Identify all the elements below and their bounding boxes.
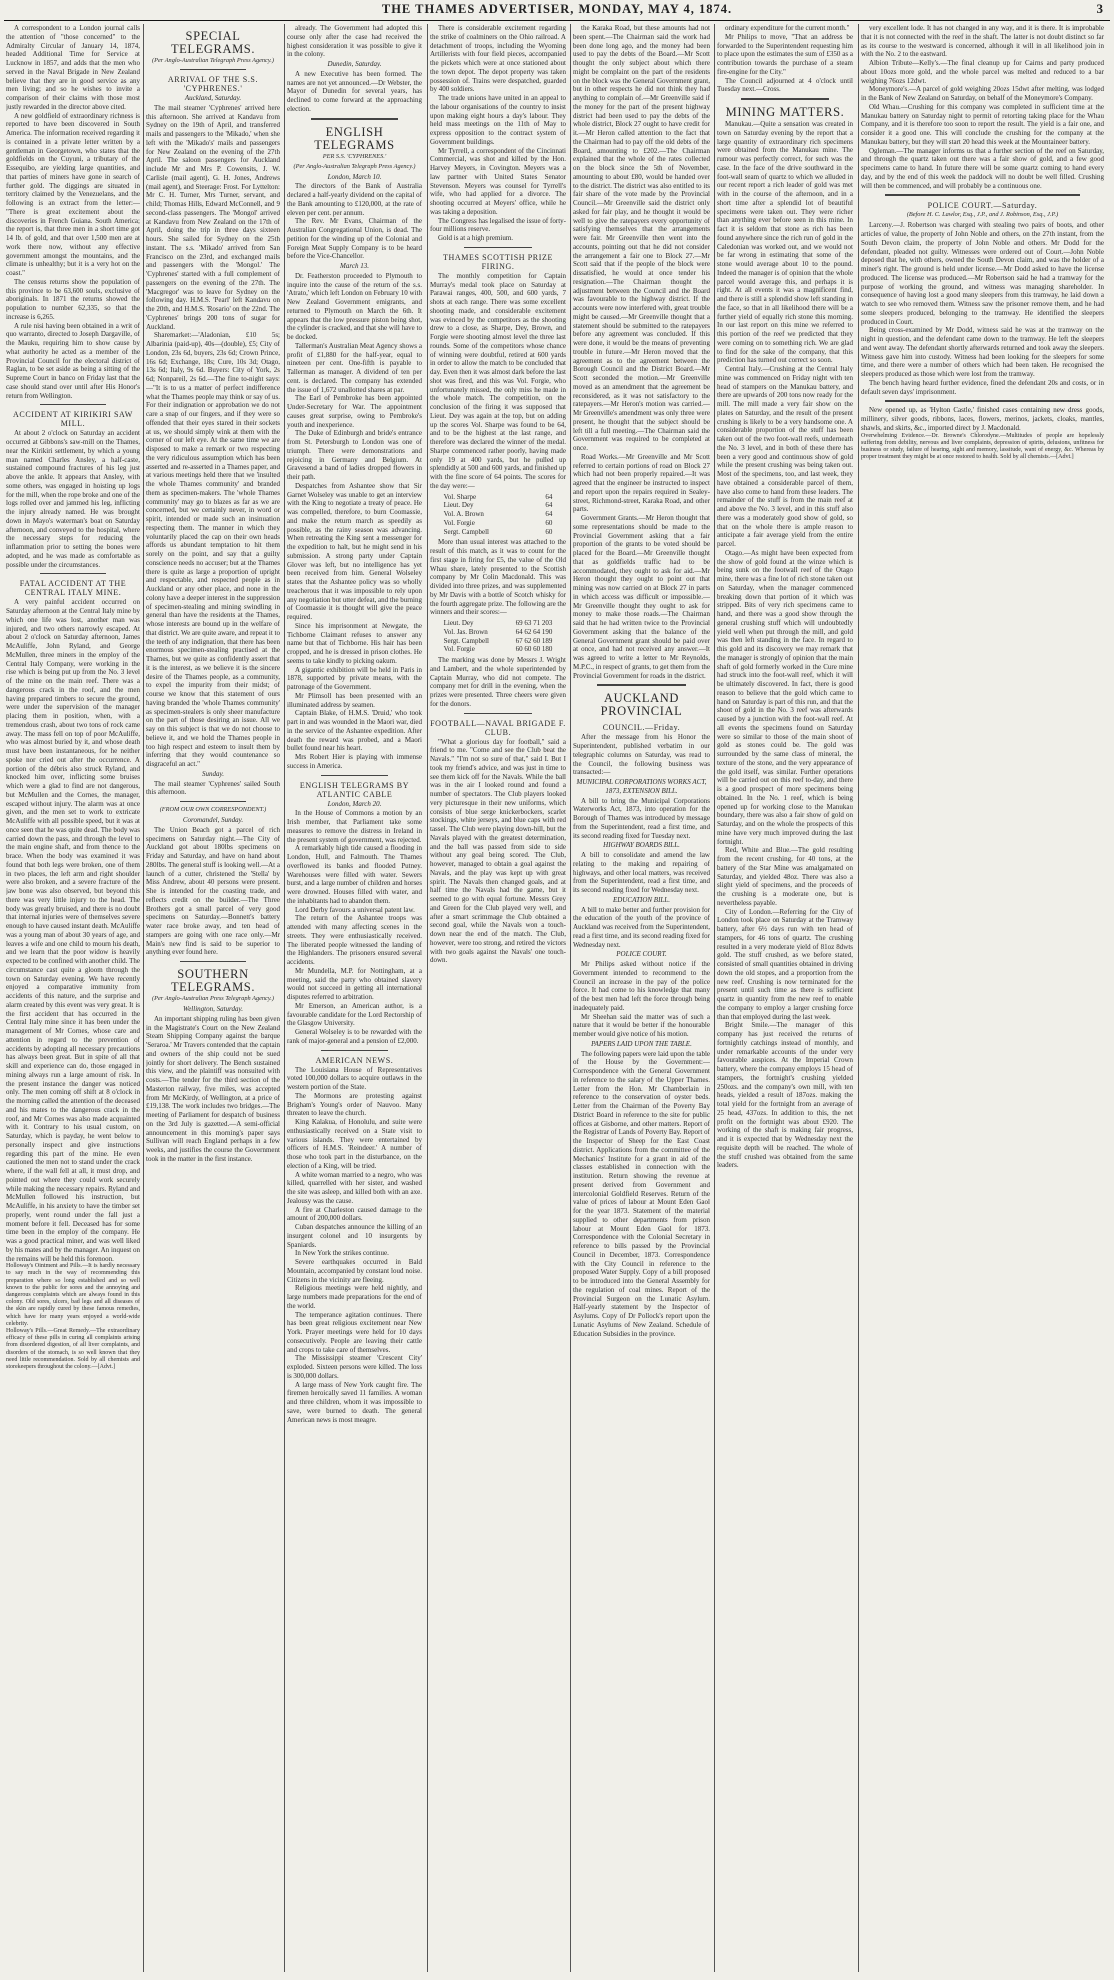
table-cell: Vol. A. Brown xyxy=(443,510,484,518)
article-paragraph: Manukau.—Quite a sensation was created in town on Saturday evening by the report that a large quantity of extraordinary rich specimens were obtained from the Manukau mine. The rumour was perfectly correct, for such was the case. In the face of the drive southward in the foot-wall seam of quartz to which we alluded in our recent report a rich leader of gold was met with in the course of the afternoon, and in a short time after a splendid lot of beautiful specimens were taken out. They were richer than anything ever before seen in this mine. In fact it is seldom that stone as rich has been found anywhere since the rich run of gold in the Caledonian was worked out, and we would not be far wrong in estimating that some of the stone would average about 10 to the pound. Indeed the manager is of opinion that the whole parcel would average this, and perhaps it is right. At all events it was a magnificent find, and there is still a splendid show left standing in the face, so that in all likelihood there will be a further yield of equally rich stone this morning. In our last report on this mine we referred to this portion of the reef we predicted that they were coming on to something rich. We are glad to find for the sake of the company, that this prediction has turned out correct so soon. xyxy=(717,120,853,365)
byline: (FROM OUR OWN CORRESPONDENT.) xyxy=(159,806,267,813)
advertisement-text: Overwhelming Evidence.—Dr. Browne's Chlorodyne.—Multitudes of people are hopelessly suffering from debility, nervous and liver complaints, depression of spirits, delusions, unfitness for business or study, failure of hearing, sight and memory, lassitude, want of energy, &c. Whereas by proper treatment they might be at once restored to health. Sold by all chemists.—[Advt.] xyxy=(861,432,1104,461)
article-paragraph: A new goldfield of extraordinary richness is reported to have been discovered in South America. The information received regarding it is contained in a private letter written by a gentleman in Georgetown, who states that the goldfields on the Cuyuni, a tributary of the Essequibo, are yielding large quantities, and that parties of miners have gone in search of further gold. The diggings are situated in territory claimed by the Venezuelans, and the following is an extract from the letter:— "There is great excitement about the discoveries in French Guiana. South America; the report is, that three men in a short time got 14 lb. of gold, and that over 1,500 men are at work there now, without any effective government amongst the mountains, and the climate is unhealthy; but it is a very hot on the coast." xyxy=(6,111,140,277)
article-paragraph: Severe earthquakes occurred in Bald Mountain, accompanied by constant loud noise. Citizens in the vicinity are fleeing. xyxy=(287,1258,422,1284)
section-heading: MINING MATTERS. xyxy=(725,105,845,119)
column-separator xyxy=(180,69,246,70)
article-paragraph: Gold is at a high premium. xyxy=(438,234,514,242)
article-paragraph: In New York the strikes continue. xyxy=(295,1249,389,1258)
column-rule xyxy=(427,24,428,1972)
table-row xyxy=(444,519,553,528)
table-cell: 64 xyxy=(545,492,553,501)
dateline: PAPERS LAID UPON THE TABLE. xyxy=(591,1039,692,1048)
article-heading: ACCIDENT AT KIRIKIRI SAW MILL. xyxy=(13,410,133,429)
section-divider xyxy=(885,400,1080,402)
table-row xyxy=(444,645,553,654)
dateline: Dunedin, Saturday. xyxy=(327,60,382,68)
column-5 xyxy=(573,24,710,1972)
article-paragraph: A very painful accident occurred on Saturday afternoon at the Central Italy mine by which one life was lost, another man was injured, and two others narrowly escaped. At about 2 o'clock on Saturday afternoon, James McAuliffe, John Ryland, and George McMullen, three miners in the employ of the Central Italy Company, were working in the rise which is being put up from the No. 3 level of the mine on the main reef. There was a dangerous crack in the roof, and the men having prepared timbers to secure the ground, were under the supervision of the manager placing them in position, when, with a tremendous crash, about two tons of rock came away. The mass fell on top of poor McAuliffe, who was almost buried by it, and whose death must have been instantaneous, for he neither spoke nor cried out after the occurrence. A portion of the débris also struck Ryland, and knocked him over, inflicting some bruises which were a glad to find are not dangerous, but McMullen and the Cornes, the manager, escaped without injury. The alarm was at once given, and the men set to work to extricate McAuliffe with all possible speed, but it was at once seen that he was quite dead. The body was carried down the pass, and through the level to the main engine shaft, and from thence to the brace. When the body was examined it was found that both legs were broken, one of them in two places, the left arm and right shoulder were also broken, and a severe fracture of the jaw bone was also observed, but beyond this there was very little injury to the head. The body was greatly bruised, and there is no doubt that internal injuries were of themselves severe enough to have caused instant death. McAuliffe was a young man of about 30 years of age, and leaves a wife and one child to mourn his death, and we learn that the poor widow is heavily expected to be confined with another child. The circumstance cast quite a gloom through the town on Saturday evening. We have recently enjoyed a comparative immunity from accidents of this nature, and the surprise and alarm created by this event was very great. It is the first accident that has occurred in the Central Italy mine since it has been under the management of Mr Cornes, whose care and attention in regard to the prevention of accidents by adopting all necessary precautions has always been great. But in spite of all that skill and experience can do, those engaged in mining always run a large amount of risk. In the present instance the danger was noticed only. The men coming off shift at 8 o'clock in the morning called the attention of the deceased and his mates to the dangerous crack in the roof, and Mr Cornes was also made acquainted with it. Contrary to his usual custom, on Saturday, which is payday, he went below to personally inspect and give instructions regarding this part of the mine. He even cautioned the men not to stand under the crack where, if the wall fell at all, it must drop, and pointed out where they could work securely while making the necessary repairs. Ryland and McMullen followed his instruction, but McAuliffe, in his anxiety to have the timber set properly, went round under the fall just a moment before it fell. Deceased has for some time been in the employ of the company. He was a good practical miner, and was well liked by his mates and by the manager. An inquest on the remains will be held this forenoon. xyxy=(6,598,140,1263)
byline: PER S.S. 'CYPHRENES.' xyxy=(322,152,387,160)
article-paragraph: Mr Mundella, M.P. for Nottingham, at a meeting, said the party who obtained slavery would not succeed in getting all international disputes referred to arbitration. xyxy=(287,966,422,1001)
table-row xyxy=(444,528,553,537)
article-paragraph: New opened up, as 'Hylton Castle,' finished cases containing new dress goods, millinery, silver goods, ribbons, laces, flowers, merinos, jackets, cloaks, mantles, shawls, and skirts, &c., imported direct by J. Macdonald. xyxy=(861,406,1104,432)
table-cell: 60 60 60 180 xyxy=(515,645,553,654)
column-separator xyxy=(180,801,246,802)
article-heading: POLICE COURT.—Saturday. xyxy=(927,201,1038,211)
dateline: Auckland, Saturday. xyxy=(184,94,242,102)
table-cell: 69 63 71 203 xyxy=(515,619,553,627)
column-separator xyxy=(180,961,246,962)
table-row xyxy=(444,628,553,637)
article-paragraph: The Mormons are protesting against Brigham's Young's order of Nauvoo. Many threaten to leave the church. xyxy=(287,1091,422,1118)
scores-table xyxy=(444,493,553,537)
article-paragraph: A remarkably high tide caused a flooding in London, Hull, and Falmouth. The Thames overflowed its banks and flooded Putney. Warehouses were filled with water. Sewers burst, and a large number of children and horses were drowned. Houses filled with water, and the inhabitants had to abandon them. xyxy=(287,844,422,905)
article-paragraph: the Karaka Road, but these amounts had not been spent.—The Chairman said the work had been done long ago, and the money had been used to pay the debts of the Board.—Mr Scott thought the only subject about which there might be complaint on the part of the residents on the block was the General Government grant, but in other respects he did not think they had anything to complain of.—Mr Greenville said if the money for the part of the present highway district had been used to pay the debts of the whole district, Block 27 ought to have credit for it.—Mr Heron called attention to the fact that the Chairman had to pay off the old debts of the Board, amounting to £202.—The Chairman explained that the whole of the rates collected on the block since the 5th of November, amounting to about £80, would be handed over to the district. The district was also entitled to its fair share of the vote made by the Provincial Council.—Mr Greenville said the district only asked for fair play, and he thought it would be well to give the ratepayers every opportunity of satisfying themselves that the arrangements were fair. Mr Greenville then went into the accounts, pointing out that he did not consider the arrangement a fair one to Block 27.—Mr Scott said that if the people of the block were dissatisfied, he would at once tender his resignation.—The Chairman thought the adjustment between the Council and the Board was favourable to the highway district. If the accounts were now interfered with, great trouble might be caused.—Mr Greenville thought that a statement should be submitted to the ratepayers before any agreement was concluded. If this were done, it would be the means of preventing trouble in future.—Mr Heron moved that the agreement as to the agreement between the Borough Council and the District Board.—Mr Scott seconded the motion.—Mr Greenville moved as an amendment that the agreement be reconsidered, as it was not satisfactory to the ratepayers.—Mr Heron's motion was carried.—Mr Greenville's amendment was only three were present, he thought that the subject should be left till a full meeting.—The Chairman said the Government was required to be completed at once. xyxy=(573,24,710,452)
article-paragraph: ordinary expenditure for the current month." xyxy=(725,24,850,32)
article-paragraph: Old Whau.—Crushing for this company was completed in sufficient time at the Manukau battery on Saturday night to permit of retorting taking place for the Whau Company, and it is therefore too soon to report the result. The yield is a fair one, and consider it a good one. This will conclude the crushing for the company at the Manukau battery, but they will start 20 head this week at the Mountaineer battery. xyxy=(861,102,1104,146)
article-paragraph: Mr Philips to move, "That an address be forwarded to the Superintendent requesting him to place upon the estimates the sum of £350 as a contribution towards the purchase of a steam fire-engine for the City." xyxy=(717,32,853,76)
column-7 xyxy=(861,24,1104,1972)
article-paragraph: After the message from his Honor the Superintendent, published verbatim in our telegraphic columns on Saturday, was read to the Council, the following business was transacted:— xyxy=(573,733,710,777)
article-paragraph: The Council adjourned at 4 o'clock until Tuesday next.—Cross. xyxy=(717,76,853,94)
column-separator xyxy=(464,247,532,248)
column-separator xyxy=(321,1050,388,1051)
column-rule xyxy=(570,24,571,1972)
column-rule xyxy=(143,24,144,1972)
table-cell: Lieut. Dey xyxy=(443,501,474,510)
article-paragraph: A bill to bring the Municipal Corporations Waterworks Act, 1873, into operation for the Borough of Thames was introduced by message from the Superintendent, read a first time, and its second reading fixed for Tuesday next. xyxy=(573,796,710,840)
section-heading: SOUTHERN TELEGRAMS. xyxy=(170,967,256,994)
article-paragraph: The marking was done by Messrs J. Wright and Lambert, and the whole superintended by Captain Murray, who did not compete. The company met for drill in the evening, when the prizes were presented. Three cheers were given for the donors. xyxy=(430,656,566,708)
article-paragraph: Despatches from Ashantee show that Sir Garnet Wolseley was unable to get an interview with the King to negotiate a treaty of peace. He was compelled, therefore, to burn Coomassie, and make the return march as speedily as possible, as the rainy season was advancing. When retreating the King sent a messenger for the expedition to halt, but he might send in his submission. A strong party under Captain Glover was left, but no intelligence has yet been received from him. General Wolseley states that the Ashantee policy was so wholly treacherous that it was impossible to rely upon any negotiation but utter defeat, and the burning of Coomassie it is thought will give the peace required. xyxy=(287,481,422,621)
table-cell: Vol. Forgie xyxy=(443,645,475,654)
article-paragraph: Central Italy.—Crushing at the Central Italy mine was commenced on Friday night with ten head of stampers on the Manukau battery, and there are upwards of 200 tons now ready for the mill. The mill made a very fair show on the plates on Saturday, and the result of the present crushing is likely to be a very handsome one. A considerable proportion of the stuff has been taken out of the two foot-wall reefs, underneath the No. 3 level, and in both of these there has been a very good and continuous show of gold while the present crushing was being taken out. Most of the specimens, too, and last week, they have obtained a considerable parcel of them, have also come to hand from these leaders. The remainder of the stuff is from the main reef at and above the No. 3 level, and in this stuff also there was a moderately good show of gold, so that on the whole there is ample reason to anticipate a fair average yield from the entire parcel. xyxy=(717,365,853,548)
section-divider xyxy=(311,118,398,120)
article-paragraph: A gigantic exhibition will be held in Paris in 1878, supported by private means, with the patronage of the Government. xyxy=(287,665,422,691)
article-paragraph: A new Executive has been formed. The names are not yet announced.—Dr Webster, the Mayor of Dunedin for several years, has declined to come forward at the approaching election. xyxy=(287,69,422,113)
article-paragraph: already. The Government had adopted this course only after the case had received the highest consideration it was possible to give it in the colony. xyxy=(287,24,422,59)
article-paragraph: The bench having heard further evidence, fined the defendant 20s and costs, or in default seven days' imprisonment. xyxy=(861,378,1104,396)
table-row xyxy=(444,493,553,502)
dateline: Wellington, Saturday. xyxy=(183,1005,243,1013)
article-paragraph: Mrs Robert Hier is playing with immense success in America. xyxy=(287,753,422,770)
article-paragraph: City of London.—Referring for the City of London took place on Saturday at the Tramway battery, after 6½ days run with ten head of stampers, for 46 tons of quartz. The crushing resulted in a very moderate yield of 81oz 8dwts gold. The stuff crushed, as we before stated, consisted of small quantities obtained in driving down the old stopes, and a proportion from the new reef. Crushing is now terminated for the present until such time as there is sufficient quartz in quantity from the new reef to enable the company to employ a larger crushing force than that employed during the last week. xyxy=(717,907,853,1021)
article-paragraph: Government Grants.—Mr Heron thought that some representations should be made to the Provincial Government asking that a fair proportion of the grants to be voted should be placed for the Board.—Mr Greenville thought that as goldfields traffic had to be accommodated, they ought to ask for aid.—Mr Heron thought they ought to point out that mining was now carried on at Block 27 in parts in which access was difficult or impossible.—Mr Greenville thought they ought to ask for money to make those roads.—The Chairman said that he had written twice to the Provincial Government asking that the balance of the General Government grant should be paid over at once, and had not received any answer.—It was agreed to write a letter to Mr Reynolds, M.P.C., in respect of grants, to get them from the Provincial Government for roads in the district. xyxy=(573,514,710,680)
column-separator xyxy=(40,573,106,574)
article-paragraph: Otago.—As might have been expected from the show of gold found at the winze which is being sunk on the footwall reef of the Otago mine, there was a fine lot of rich stone taken out on Saturday, when the manager commenced breaking down that portion of it which was stripped. Bits of very rich specimens came to hand, and there was a good show through the general crushing stuff which will undoubtedly yield well when put through the mill, and gold was then left standing in the face. In regard to this gold and its discovery we may remark that the manager is strongly of opinion that the main shaft of gold formerly worked in the Cure mine had struck into the foot-wall reef, which it will be ultimately discovered. In fact, there is good reason to believe that the gold which came to hand on Saturday is part of this run, and that the shoot of gold in the No. 3 reef was afterwards caused by a junction with the foot-wall reef. At all events the specimens found on Saturday were so similar to those of the main shoot of gold as stones could be. The gold was surrounded by the same class of mineral, the texture of the stone, and the very appearance of the gold itself, was similar. Further operations will be carried out on this reef to-day, and there is a good prospect of more specimens being obtained. In the No. 1 reef, which is being opened up for working close to the Manukau boundary, there was also a fair show of gold on Saturday, and on the whole the prospects of this mine have very much improved during the last fortnight. xyxy=(717,548,853,846)
article-paragraph: The Union Beach got a parcel of rich specimens on Saturday night.—The City of Auckland got about 180lbs specimens on Friday and Saturday, and have on hand about 280lbs. The general stuff is looking well.—At a launch of a cutter, christened the 'Stella' by Miss Andrew, about 40 persons were present. She is intended for the coasting trade, and reflects credit on the builder.—The Three Brothers got a small parcel of very good specimens on Saturday.—Bonnett's battery water race broke away, and ten head of stampers are going with one race only.—Mr Main's new find is said to be superior to anything ever found here. xyxy=(146,825,280,957)
table-cell: 64 62 64 190 xyxy=(515,627,553,636)
dateline: Coromandel, Sunday. xyxy=(182,816,244,824)
section-heading: ENGLISH TELEGRAMS xyxy=(314,124,395,152)
article-paragraph: A bill to consolidate and amend the law relating to the making and repairing of highways, and other local matters, was received from the Superintendent, read a first time, and its second reading fixed for Wednesday next. xyxy=(573,851,710,894)
section-divider xyxy=(741,98,829,100)
masthead-rule xyxy=(4,20,1110,21)
article-paragraph: The Rev. Mr Evans, Chairman of the Australian Congregational Union, is dead. The petition for the winding up of the Colonial and Foreign Meat Supply Company is to be heard before the Vice-Chancellor. xyxy=(287,217,422,261)
article-heading: AMERICAN NEWS. xyxy=(315,1055,394,1065)
article-paragraph: Since his imprisonment at Newgate, the Tichborne Claimant refuses to answer any name but that of Tichborne. His hair has been cropped, and he is dressed in prison clothes. He seems to take kindly to picking oakum. xyxy=(287,621,422,665)
article-paragraph: Road Works.—Mr Greenville and Mr Scott referred to certain portions of road on Block 27 which had not been properly repaired.—It was agreed that the engineer be instructed to inspect and report upon the repairs required in Sealey-street, Richmond-street, Karaka Road, and other parts. xyxy=(573,452,710,514)
article-paragraph: The return of the Ashantee troops was attended with many affecting scenes in the streets. They were enthusiastically received. The liberated people witnessed the landing of the Highlanders. The prisoners ensured several accidents. xyxy=(287,914,422,966)
article-paragraph: Mr Philips asked without notice if the Government intended to recommend to the Council an increase in the pay of the police force. It had come to his knowledge that many of the best men had left the force through being inadequately paid. xyxy=(573,960,710,1012)
dateline: Sunday. xyxy=(202,769,224,778)
table-row xyxy=(444,501,553,510)
article-paragraph: King Kalakua, of Honolulu, and suite were enthusiastically received on a State visit to various islands. They were entertained by officers of H.M.S. 'Reindeer.' A number of those who took part in the disturbance, on the election of a King, will be tried. xyxy=(287,1118,422,1170)
article-paragraph: A bill to make better and further provision for the education of the youth of the province of Auckland was received from the Superintendent, read a first time, and its second reading fixed for Wednesday next. xyxy=(573,905,710,949)
table-cell: Sergt. Campbell xyxy=(443,527,489,536)
article-paragraph: A correspondent to a London journal calls the attention of "those concerned" to the Admiralty Circular of January 14, 1874, headed Additional Time for Service at Lucknow in 1857, and adds that the men who served in the Naval Brigade in New Zealand believe that they are in good service as any men living; and so he wishes to invite a comparison of their claims with those most justly rewarded in the director above cited. xyxy=(6,24,140,111)
byline: (Per Anglo-Australian Press Telegraph Agency.) xyxy=(152,995,274,1002)
column-separator xyxy=(40,404,106,405)
dateline: EDUCATION BILL. xyxy=(613,895,670,904)
column-3 xyxy=(287,24,422,1972)
table-row xyxy=(444,619,553,628)
article-paragraph: very excellent lode. It has not changed in any way, and it is there. It is improbable that it is not connected with the reef in the shaft. The latter is not doubt distinct so far as its course to the westward is concerned, although it will in all likelihood join in with the No. 2 to the eastward. xyxy=(861,24,1104,59)
article-paragraph: The Duke of Edinburgh and bride's entrance from St. Petersburgh to London was one of triumph. There were demonstrations and rejoicing in Germany and Belgium. At Gravesend a band of ladies dropped flowers in their path. xyxy=(287,429,422,481)
article-paragraph: Captain Blake, of H.M.S. 'Druid,' who took part in and was wounded in the Maori war, died in the service of the Ashantee expedition. After death the reward was probed, and a Maori bullet found near his heart. xyxy=(287,709,422,753)
advertisement-text: Holloway's Pills.—Great Remedy.—The extraordinary efficacy of these pills in curing all complaints arising from disordered digestion, of all liver complaints, and disorders of the stomach, is so well known that they need little recommendation. Sold by all chemists and storekeepers throughout the colony.—[Advt.] xyxy=(6,1328,140,1371)
article-paragraph: Albion Tribute—Kelly's.—The final cleanup up for Cairns and party produced about 10ozs more gold, and the whole parcel was melted and reduced to a bar weighing 76ozs 12dwt. xyxy=(861,59,1104,85)
column-separator xyxy=(464,713,532,714)
table-cell: 64 xyxy=(545,510,553,518)
article-paragraph: Dr. Featherston proceeded to Plymouth to inquire into the cause of the return of the s.s. 'Atrato,' which left London on February 10 with New Zealand Government emigrants, and returned to Plymouth on March the 6th. It appears that the low pressure piston being shot, the cylinder is cracked, and that she will have to be docked. xyxy=(287,271,422,341)
dateline: London, March 10. xyxy=(327,172,382,181)
article-paragraph: More than usual interest was attached to the result of this match, as it was to count for the first stage in firing for £5, the value of the Old Whau share, lately presented to the Scottish company by Mr Colin Macdonald. This was divided into three prizes, and was supplemented by Mr Davis with a bottle of Scotch whisky for the fourth aggregate prize. The following are the winners and their scores:— xyxy=(430,538,566,617)
article-paragraph: The census returns show the population of this province to be 63,600 souls, exclusive of aboriginals. In 1871 the returns showed the population to number 62,335, so that the increase is 6,265. xyxy=(6,277,140,321)
article-paragraph: Religious meetings were held nightly, and large numbers made preparations for the end of the world. xyxy=(287,1284,422,1310)
article-heading: FOOTBALL—NAVAL BRIGADE F. CLUB. xyxy=(430,718,566,737)
article-paragraph: The monthly competition for Captain Murray's medal took place on Saturday at Parawai ranges, 400, 500, and 600 yards, 7 shots at each range. There was some excellent shooting made, and considerable excitement was evinced by the competitors as the shooting drew to a close, as Sharpe, Dey, Brown, and Forgie were shooting almost level the three last rounds. Some of the competitors whose chance of winning were doubtful, retired at 600 yards in order to allow the match to be concluded that day. Even then it was almost dark before the last shot was fired, and this was Vol. Forgie, who unfortunately missed, the only miss he made in the whole match. The competition, on the conclusion of the firing it was supposed that Lieut. Dey was again at the top, but on adding up the scores Vol. Sharpe was found to be 64, and to be the highest at the last range, and therefore was declared the winner of the medal. Sharpe commenced rather poorly, having made only 19 at 400 yards, but he pulled up splendidly at 500 and 600 yards, and finished up with the fine score of 64 points. The scores for the day were:— xyxy=(430,271,566,490)
article-paragraph: At about 2 o'clock on Saturday an accident occurred at Gibbons's saw-mill on the Thames, near the Kirikiri settlement, by which a young man named Charles Ansley, a half-caste, sustained compound fractures of his leg just above the ankle. It appears that Ansley, with some others, was engaged in hoisting up logs for the mill, when the rope broke and one of the logs rolled over and jammed his leg, inflicting the injury already named. He was brought down in Mayo's waterman's boat on Saturday afternoon, and conveyed to the hospital, where the necessary steps for reducing the inflammation prior to setting the bones were adopted, and he was made as comfortable as possible under the circumstances. xyxy=(6,429,140,569)
column-1 xyxy=(6,24,140,1972)
table-cell: Vol. Jas. Brown xyxy=(443,627,488,636)
article-paragraph: The temperance agitation continues. There has been great religious excitement near New York. Prayer meetings were held for 10 days consecutively. People are leaving their cattle and crops to take care of themselves. xyxy=(287,1310,422,1354)
article-heading: COUNCIL.—Friday. xyxy=(602,723,681,733)
column-separator xyxy=(321,775,388,776)
article-paragraph: The Louisiana House of Representatives voted 100,000 dollars to acquire outlaws in the western portion of the State. xyxy=(287,1065,422,1091)
table-cell: 64 xyxy=(545,501,553,510)
article-heading: THAMES SCOTTISH PRIZE FIRING. xyxy=(443,252,553,271)
table-cell: 60 xyxy=(545,527,553,536)
article-paragraph: Larceny.—J. Robertson was charged with stealing two pairs of boots, and other articles of value, the property of John Noble and others, on the 27th instant, from the South Devon claim, the property of John Noble and others. Mr Dodd for the defendant, pleaded not guilty. Witnesses were ordered out of Court.—John Noble deposed that he, with others, owned the South Devon claim, and was the holder of a miner's right. The ground is held under license.—Mr Dodd asked to have the license produced. The license was produced.—Mr Robertson said he had a tramway for the purpose of working the ground, and witness was managing shareholder. In consequence of having lost a good many sleepers from this tramway, he laid down a watch to see who removed them. Witness saw the prisoner remove them, and he had some sleepers produced, belonging to the tramway. He identified the sleepers produced in Court. xyxy=(861,221,1104,326)
article-paragraph: A fire at Charleston caused damage to the amount of 200,000 dollars. xyxy=(287,1205,422,1223)
article-paragraph: Sharemarket:—'Aladonian, £10 5s; Albarinia (paid-up), 40s—(double), £5; City of London, 23s 6d, buyers, 23s 6d; Crown Prince, 16s 6d; Exchange, 18s; Cure, 10s 3d; Otago, 13s 6d; Italy, 9s 6d. Buyers: City of York, 2s 6d; Nonpareil, 2s 6d.—The fine to-night says:—"It is to us a matter of perfect indifference what the Thames people may think or say of us. For their indignation or approbation we do not care a snap of our fingers, and if they were so offended that their eyes stared in their sockets at us, we should simply wink at them with the corner of our left eye. At the same time we are disposed to make a remark or two respecting the very ridiculous assumption which has been asserted and re-asserted in a Thames paper, and at various meetings held there that we 'insulted the whole Thames community' and branded them as specimen-makers. The 'whole Thames community' may go to blazes as far as we are concerned, but we certainly never, in word or spirit, intended or made such an insinuation respecting them. The manner in which they voluntarily placed the cap on their own heads affords us abundant temptation to hit them sorely on the point, and say that a guilty conscience needs no accuser; but at the Thames there is quite as large a proportion of upright and respectable, and respected people as in Auckland or any other place, and none in the colony have a deeper interest in the suppression of specimen-stealing and mining swindling in general than have the residents at the Thames, whose interests are bound up in the welfare of that district. We are quite aware, and repeat it to the teeth of any indignation, that there has been enormous specimen-stealing practised at the Thames, but we quite as confidently assert that it is the interest, as we believe it is the sincere desire of the Thames people, as a community, to expel the impurity from their midst; of course we know that this statement of ours having branded the 'whole Thames community' as specimen-stealers is only sheer manufacture on the part of those desiring an issue. All we say on this subject is that we do not choose to believe it, and we hold the Thames people in too high respect and esteem to insult them by inferring that they would countenance so disgraceful an act." xyxy=(146,331,280,768)
article-paragraph: Lord Derby favours a universal patent law. xyxy=(295,905,415,914)
table-cell: Lieut. Dey xyxy=(443,619,474,627)
article-paragraph: Cuban despatches announce the killing of an insurgent colonel and 10 insurgents by Spaniards. xyxy=(287,1223,422,1249)
article-paragraph: A rule nisi having been obtained in a writ of quo warranto, directed to Joseph Dargaville, of the Mauku, requiring him to show cause by what authority he acted as a member of the Provincial Council for the electoral district of Raglan, to be set aside as being a sitting of the Supreme Court in banco on Friday last that the case should stand over until after His Honor's return from Wellington. xyxy=(6,321,140,400)
article-paragraph: The mail steamer 'Cyphrenes' sailed South this afternoon. xyxy=(146,779,280,797)
byline: (Per Anglo-Australian Telegraph Press Agency.) xyxy=(152,57,274,64)
column-6 xyxy=(717,24,853,1972)
article-paragraph: The following papers were laid upon the table of the House by the Government:—Correspondence with the General Government in reference to the salary of the Upper Thames. Letter from the Hon. Mr Chamberlain in reference to the conservation of oyster beds. Letter from the Chairman of the Poverty Bay District Board in reference to the site for public offices at Gisborne, and other matters. Report of the Registrar of Lands of Poverty Bay. Report of the Inspector of Sheep for the East Coast district. Applications from the committee of the Mechanics' Institute for a grant in aid of the classes established in connection with the institution. Return showing the revenue at present derived from Government and intercolonial Goldfield Reserves. Return of the value of prices of labour at Mount Eden Gaol for the year 1873. Statement of the material supplied to other departments from prison labour at Mount Eden Gaol for 1873. Correspondence with the Colonial Secretary in reference to bills passed by the Provincial Council in December, 1873. Correspondence with the City Council in reference to the proposed Water Supply. Copy of a bill proposed to be introduced into the General Assembly for the regulation of coal mines. Report of the Provincial Surgeon on the Lunatic Asylum. Half-yearly statement by the Inspector of Asylums. Copy of Dr Pollock's report upon the Lunatic Asylums of New Zealand. Schedule of Education Subsidies in the province. xyxy=(573,1049,710,1338)
article-paragraph: Moneymore's.—A parcel of gold weighing 20ozs 15dwt after melting, was lodged in the Bank of New Zealand on Saturday, on behalf of the Moneymore's Company. xyxy=(861,85,1104,102)
byline: (Per Anglo-Australian Telegraph Press Agency.) xyxy=(293,162,416,170)
section-heading: SPECIAL TELEGRAMS. xyxy=(170,29,256,56)
article-paragraph: Mr Sheehan said the matter was of such a nature that it would be better if the honourable member would give notice of his motion. xyxy=(573,1012,710,1038)
dateline: MUNICIPAL CORPORATIONS WORKS ACT, 1873, EXTENSION BILL. xyxy=(576,778,707,795)
table-cell: Vol. Forgie xyxy=(443,518,475,527)
article-paragraph: In the House of Commons a motion by an Irish member, that Parliament take some measures to remove the distress in Ireland in the present system of government, was rejected. xyxy=(287,809,422,844)
article-paragraph: Tallerman's Australian Meat Agency shows a profit of £1,880 for the half-year, equal to nineteen per cent. One-fifth is payable to Tallerman as manager. A dividend of ten per cent. is declared. The company has extended the issue of 1,672 unallotted shares at par. xyxy=(287,341,422,394)
article-paragraph: The Mississippi steamer 'Crescent City' exploded. Sixteen persons were killed. The loss is 300,000 dollars. xyxy=(287,1354,422,1380)
dateline: POLICE COURT. xyxy=(616,950,667,959)
table-cell: 67 62 60 189 xyxy=(515,636,553,645)
column-4 xyxy=(430,24,566,1972)
article-paragraph: There is considerable excitement regarding the strike of coalminers on the Ohio railroad. A detachment of troops, including the Wyoming Artillerists with four field pieces, accompanied the pickets which were at once stationed about the town depot. The depot property was taken possession of. Trains were despatched, guarded by 400 soldiers. xyxy=(430,24,566,94)
table-row xyxy=(444,637,553,646)
column-rule xyxy=(284,24,285,1972)
dateline: March 13. xyxy=(340,262,369,270)
byline: (Before H. C. Lawlor, Esq., J.P., and J. Robinson, Esq., J.P.) xyxy=(906,211,1059,219)
article-paragraph: Mr Tyrrell, a correspondent of the Cincinnati Commercial, was shot and killed by the Hon. Harvey Meyers, in Covington. Meyers was a law partner with United States Senator Stevenson. Meyers was counsel for Tyrrell's wife, who had applied for a divorce. The shooting occurred at Meyers' office, while he was taking a deposition. xyxy=(430,146,566,216)
section-divider xyxy=(885,194,1080,196)
column-rule xyxy=(714,24,715,1972)
article-paragraph: A large mass of New York caught fire. The firemen heroically saved 11 families. A woman and three children, whom it was impossible to save, were burned to death. The general American news is most meagre. xyxy=(287,1380,422,1424)
article-paragraph: Red, White and Blue.—The gold resulting from the recent crushing, for 40 tons, at the battery of the Star Mine was amalgamated on Saturday, and yielded 48oz. There was also a slight yield of specimens, and the proceeds of the crushing is a moderate one, but is nevertheless payable. xyxy=(717,846,853,907)
article-heading: FATAL ACCIDENT AT THE CENTRAL ITALY MINE. xyxy=(19,579,127,598)
table-cell: Sergt. Campbell xyxy=(443,636,489,645)
column-2 xyxy=(146,24,280,1972)
article-heading: ENGLISH TELEGRAMS BY ATLANTIC CABLE xyxy=(299,780,410,799)
dateline: HIGHWAY BOARDS BILL. xyxy=(603,841,680,850)
section-divider xyxy=(597,684,686,686)
article-paragraph: A white woman married to a negro, who was killed, quarrelled with her sister, and washed the site was asleep, and killed both with an axe. Jealousy was the cause. xyxy=(287,1170,422,1205)
article-paragraph: The trade unions have united in an appeal to the labour organisations of the country to insist upon making eight hours a day's labour. They held mass meetings on the 11th of May to express opposition to the contract system of Government buildings. xyxy=(430,94,566,146)
article-paragraph: Ogleman.—The manager informs us that a further section of the reef on Saturday, and through the quartz taken out there was a fair show of gold, and a few good specimens came to hand. In future there will be some quartz coming to hand every day, and by the end of this week the paddock will no doubt be well filled. Crushing will then be commenced, and will probably be a continuous one. xyxy=(861,146,1104,190)
article-paragraph: Mr Emerson, an American author, is a favourable candidate for the Lord Rectorship of the Glasgow University. xyxy=(287,1001,422,1028)
article-heading: ARRIVAL OF THE S.S. 'CYPHRENES.' xyxy=(167,75,259,93)
article-paragraph: The mail steamer 'Cyphrenes' arrived here this afternoon. She arrived at Kandavu from Sydney on the 19th of April, and transferred mails and passengers to the 'Mikado,' when she left with the 'Mikado's' mails and passengers for New Zealand on the evening of the 27th April. The saloon passengers for Auckland include Mr and Mrs P. Cowensits, J. W. Carlisle (mail agent), G. H. Jones, Andrews (mail agent), and Steerage: Frost. For Lyttelton: Mr C. H. Turner, Mrs Turner, servant, and child; Thomas Hills, Edward McConnell, and 9 second-class passengers. The 'Mongol' arrived at Kandavu from New Zealand on the 17th of April, doing the trip in three days sixteen hours. She sailed for Sydney on the 25th instant. The s.s. 'Mikado' arrived from San Francisco on the 23rd, and exchanged mails and passengers with the 'Mongol.' The 'Cyphrenes' started with a full complement of passengers on the evening of the 27th. The 'Macgregor' was to leave for Sydney on the following day. H.M.S. 'Pearl' left Kandavu on the 20th, and H.M.S. 'Rosario' on the 22nd. The 'Cyphrenes' brings 200 tons of sugar for Auckland. xyxy=(146,103,280,331)
article-paragraph: The Earl of Pembroke has been appointed Under-Secretary for War. The appointment causes great surprise, owing to Pembroke's youth and inexperience. xyxy=(287,394,422,429)
column-rule xyxy=(858,24,859,1972)
table-cell: 60 xyxy=(545,518,553,527)
scores-table xyxy=(444,619,553,654)
article-paragraph: The directors of the Bank of Australia declared a half-yearly dividend on the capital of the Bank amounting to £120,000, at the rate of eleven per cent. per annum. xyxy=(287,182,422,217)
paper-title: THE THAMES ADVERTISER, MONDAY, MAY 4, 1874. xyxy=(381,2,733,16)
article-paragraph: General Wolseley is to be rewarded with the rank of major-general and a pension of £2,000. xyxy=(287,1028,422,1045)
article-paragraph: The Congress has legalised the issue of forty-four millions reserve. xyxy=(430,216,566,234)
article-paragraph: Being cross-examined by Mr Dodd, witness said he was at the tramway on the night in question, and the defendant came down to the tramway. He left the sleepers and went away. The defendant shortly afterwards returned and took away the sleepers. Witness gave him into custody. Witness had been looking for the sleepers for some time, and there were a number of others which had been taken. He recognised the sleepers produced as those which were lost from the tramway. xyxy=(861,326,1104,378)
page-number: 3 xyxy=(1096,1,1104,16)
advertisement-text: Holloway's Ointment and Pills.—It is hardly necessary to say much in the way of recommending this preparation where so long established and so well known to the public for sores and the annoying and dangerous complaints which are always found in this colony. Old sores, ulcers, bad legs and all diseases of the skin are rapidly cured by these famous remedies, which have for many years enjoyed a world-wide celebrity. xyxy=(6,1263,140,1327)
section-heading: AUCKLAND PROVINCIAL xyxy=(600,691,683,719)
article-paragraph: An important shipping ruling has been given in the Magistrate's Court on the New Zealand Steam Shipping Company against the barque 'Seraroa.' Mr Travers contended that the captain and owners of the ship could not be sued jointly for short delivery. The Bench sustained this view, and the plaintiff was nonsuited with costs.—The tender for the third section of the Masterton railway, five miles, was accepted from Mr McKirdy, of Wellington, at a price of £19,138. The work includes two bridges.—The meeting of Parliament for despatch of business on the 3rd July is gazetted.—A semi-official announcement in this morning's paper says Sullivan will reach England perhaps in a few weeks, and justifies the course the Government took in the matter in the first instance. xyxy=(146,1014,280,1163)
article-paragraph: Mr Plimsoll has been presented with an illuminated address by seamen. xyxy=(287,691,422,709)
table-cell: Vol. Sharpe xyxy=(443,492,477,501)
dateline: London, March 20. xyxy=(327,799,382,808)
article-paragraph: "What a glorious day for football," said a friend to me. "Come and see the Club beat the Navals." "I'm not so sure of that," said I. But I took my friend's advice, and was just in time to see them kick off for the Navals. While the ball was in the air I looked round and found a number of spectators. The Club players looked very picturesque in their new uniforms, which consists of blue serge knickerbockers, scarlet stockings, white jerseys, and blue caps with red tassel. The Club were playing down-hill, but the Navals played with the greatest determination, and the ball was passed from side to side without any goal being scored. The Club, however, managed to obtain a goal against the Navals, and the play was kept up with great spirit. The Navals then changed goals, and at half time the Navals had the game, but it seemed to go with equal fortune. Messrs Grey and Green for the Club played very well, and after a smart scrimmage the Club obtained a second goal, while the Navals won a touch-down near the end of the match. The Club, however, were too strong, and retired the victors with two goals against the Navals' one touch-down. xyxy=(430,737,566,965)
article-paragraph: Bright Smile.—The manager of this company has just received the returns of fortnightly catchings instead of monthly, and under remarkable accounts of the under very favourable auspices. At the Imperial Crown battery, where the company employs 15 head of stampers, the fortnight's crushing yielded 250ozs. and the company's own mill, with ten heads, yielded a result of 187ozs. making the total yield for the fortnight from an average of 25 head, 437ozs. In addition to this, the net profit on the fortnight was about £920. The working of the shaft is making fair progress, and it is expected that by Wednesday next the requisite depth will be reached. The whole of the stuff crushed was obtained from the same leaders. xyxy=(717,1021,853,1170)
table-row xyxy=(444,510,553,519)
